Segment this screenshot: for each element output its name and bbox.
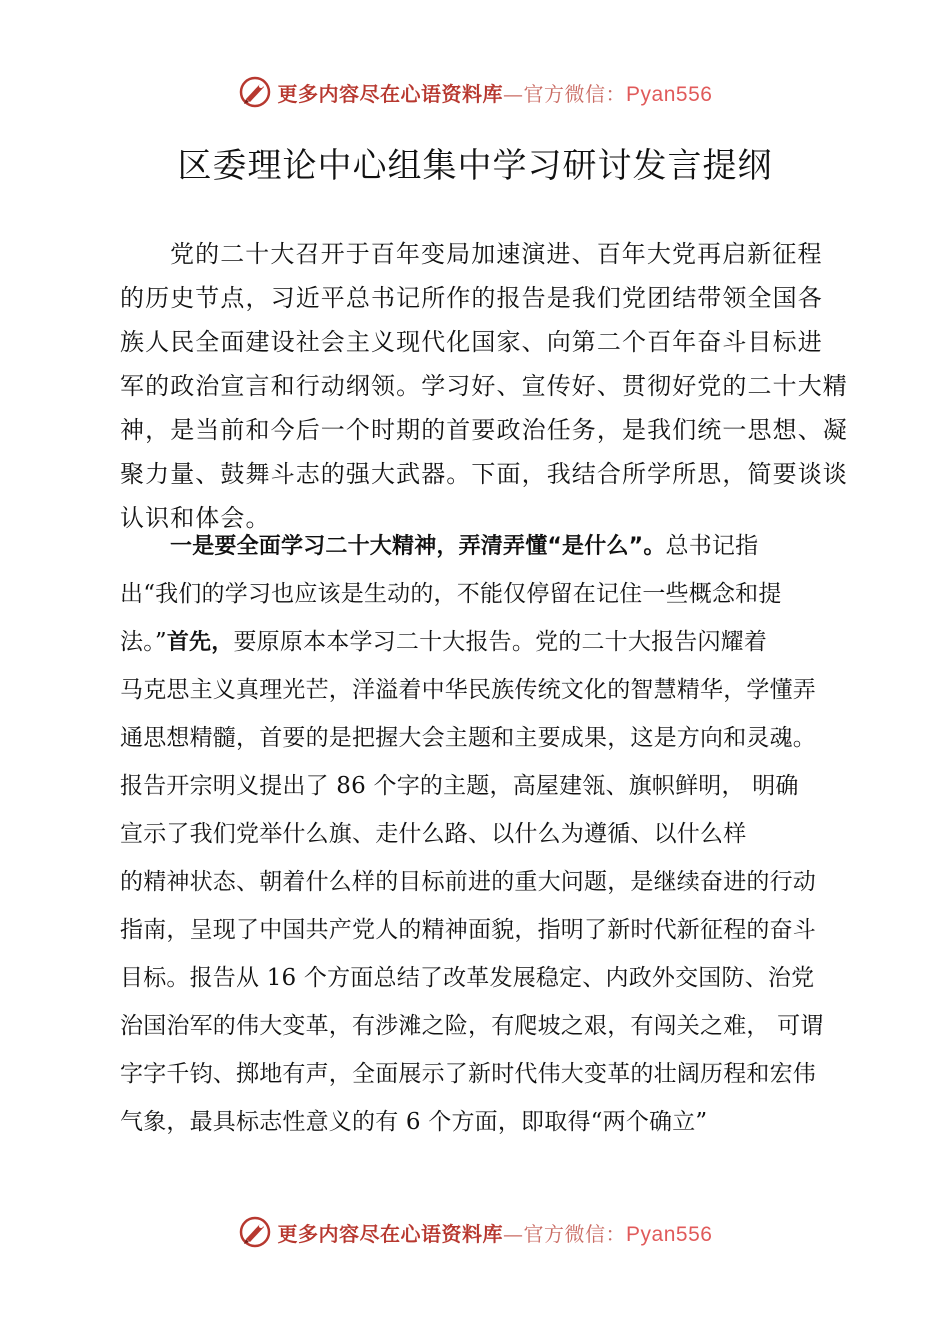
watermark-footer xyxy=(0,1212,950,1252)
watermark-dash: — xyxy=(503,1221,524,1246)
section-line: 目标。报告从 16 个方面总结了改革发展稳定、内政外交国防、治党 xyxy=(120,965,815,991)
section-line: 指南，呈现了中国共产党人的精神面貌，指明了新时代新征程的奋斗 xyxy=(120,917,816,943)
section-heading: 一是要全面学习二十大精神，弄清弄懂“是什么”。 xyxy=(170,534,666,559)
intro-line: 神，是当前和今后一个时期的首要政治任务，是我们统一思想、凝 xyxy=(120,416,848,444)
section-line-with-emphasis xyxy=(120,618,850,666)
section-one-paragraph xyxy=(120,522,850,1146)
intro-line: 党的二十大召开于百年变局加速演进、百年大党再启新征程 xyxy=(170,240,823,268)
intro-line: 族人民全面建设社会主义现代化国家、向第二个百年奋斗目标进 xyxy=(120,328,823,356)
intro-line: 认识和体会。 xyxy=(120,504,271,532)
section-heading-tail: 总书记指 xyxy=(665,533,759,559)
watermark-wechat-id: Pyan556 xyxy=(626,82,713,106)
pen-nib-logo-icon xyxy=(238,1215,272,1249)
watermark-label: 官方微信： xyxy=(523,81,627,106)
intro-line: 聚力量、鼓舞斗志的强大武器。下面，我结合所学所思，简要谈谈 xyxy=(120,460,848,488)
document-title: 区委理论中心组集中学习研讨发言提纲 xyxy=(177,146,773,186)
section-one-first-line xyxy=(120,522,850,570)
intro-paragraph xyxy=(120,232,850,540)
section-line: 出“我们的学习也应该是生动的，不能仅停留在记住一些概念和提 xyxy=(120,581,782,607)
section-line: 气象，最具标志性意义的有 6 个方面，即取得“两个确立” xyxy=(120,1109,708,1135)
section-line: 治国治军的伟大变革，有涉滩之险，有爬坡之艰，有闯关之难， 可谓 xyxy=(120,1013,824,1039)
pen-nib-logo-icon xyxy=(238,75,272,109)
section-line: 马克思主义真理光芒，洋溢着中华民族传统文化的智慧精华，学懂弄 xyxy=(120,677,816,703)
section-line: 字字千钧、掷地有声，全面展示了新时代伟大变革的壮阔历程和宏伟 xyxy=(120,1061,816,1087)
watermark-dash: — xyxy=(503,81,524,106)
watermark-brand: 更多内容尽在心语资料库 xyxy=(277,1221,504,1246)
section-line: 报告开宗明义提出了 86 个字的主题，高屋建瓴、旗帜鲜明， 明确 xyxy=(120,773,799,799)
section-line-pre: 法。” xyxy=(120,629,167,655)
emphasis-first: 首先， xyxy=(166,630,234,655)
section-line-post: 要原原本本学习二十大报告。党的二十大报告闪耀着 xyxy=(233,629,768,655)
section-line: 宣示了我们党举什么旗、走什么路、以什么为遵循、以什么样 xyxy=(120,821,747,847)
watermark-brand: 更多内容尽在心语资料库 xyxy=(277,81,504,106)
intro-line: 军的政治宣言和行动纲领。学习好、宣传好、贯彻好党的二十大精 xyxy=(120,372,848,400)
watermark-label: 官方微信： xyxy=(523,1221,627,1246)
section-line: 通思想精髓，首要的是把握大会主题和主要成果，这是方向和灵魂。 xyxy=(120,725,816,751)
section-line: 的精神状态、朝着什么样的目标前进的重大问题，是继续奋进的行动 xyxy=(120,869,816,895)
watermark-wechat-id: Pyan556 xyxy=(626,1222,713,1246)
intro-line: 的历史节点，习近平总书记所作的报告是我们党团结带领全国各 xyxy=(120,284,823,312)
watermark-header xyxy=(0,72,950,112)
